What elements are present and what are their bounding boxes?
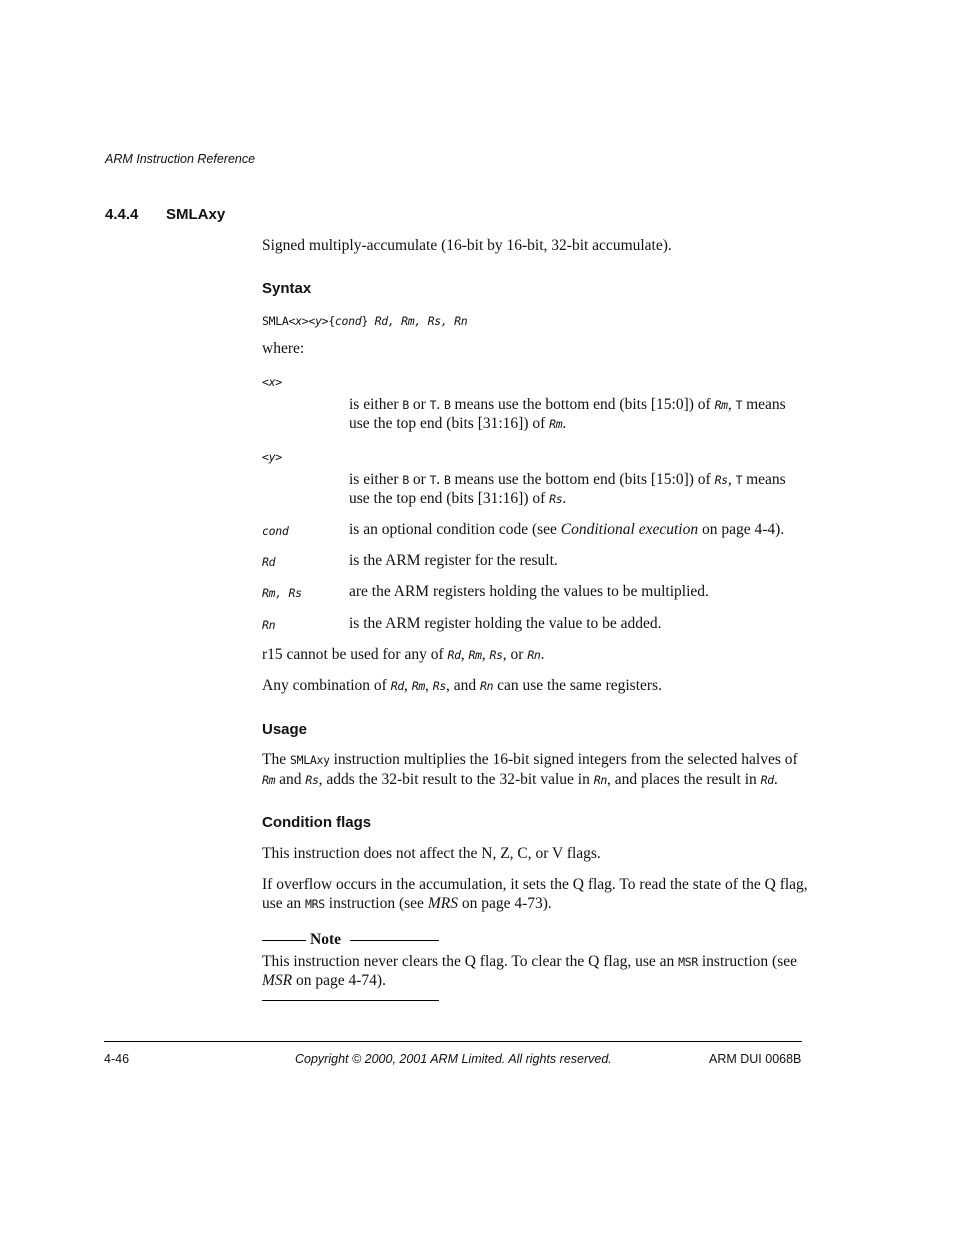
text: . — [436, 396, 445, 413]
bracket: > — [275, 375, 282, 389]
syntax-heading: Syntax — [262, 280, 312, 297]
text: , and places the result in — [606, 771, 761, 788]
text: , — [727, 396, 736, 413]
syntax-part: >< — [301, 314, 315, 328]
usage-line1 — [262, 751, 798, 769]
section-number: 4.4.4 — [105, 206, 139, 223]
param-rd-term: Rd — [262, 555, 276, 569]
where-label: where: — [262, 340, 305, 357]
text: use an — [262, 895, 306, 912]
text: on page 4-4). — [698, 521, 785, 538]
param-rd-desc: is the ARM register for the result. — [349, 552, 558, 569]
text: r15 cannot be used for any of — [262, 646, 448, 663]
param-cond-term: cond — [262, 524, 289, 538]
code: B — [444, 473, 451, 487]
bracket: < — [262, 450, 269, 464]
text: . — [562, 415, 567, 432]
running-header: ARM Instruction Reference — [105, 152, 256, 166]
document-id: ARM DUI 0068B — [709, 1052, 802, 1066]
page-number: 4-46 — [104, 1052, 130, 1066]
section-title: SMLAxy — [166, 206, 226, 223]
text: . — [773, 771, 778, 788]
text: or — [409, 396, 430, 413]
reg: Rd — [760, 773, 774, 787]
syntax-part: SMLA< — [262, 314, 296, 328]
text: , — [424, 677, 433, 694]
flags-paragraph-1: This instruction does not affect the N, Z, C, or V flags. — [262, 845, 601, 862]
syntax-part: >{ — [321, 314, 335, 328]
text: Any combination of — [262, 677, 391, 694]
syntax-y: y — [315, 314, 322, 328]
register-combination — [262, 677, 662, 695]
text: , — [481, 646, 490, 663]
code: T — [429, 398, 437, 412]
param-x-desc-line2 — [349, 415, 566, 433]
text: is either — [349, 471, 403, 488]
bracket: < — [262, 375, 269, 389]
flags-paragraph-2-line1: If overflow occurs in the accumulation, it sets the Q flag. To read the state of the Q flag, — [262, 876, 808, 893]
text: instruction (see — [698, 953, 798, 970]
code: B — [402, 398, 409, 412]
text: , or — [502, 646, 528, 663]
param-cond-desc — [349, 521, 784, 539]
syntax-x: x — [295, 314, 302, 328]
param-rn-term: Rn — [262, 618, 276, 632]
reg: Rm — [262, 773, 276, 787]
text: use the top end (bits [31:16]) of — [349, 415, 550, 432]
reg: Rn — [527, 648, 541, 662]
summary-text: Signed multiply-accumulate (16-bit by 16-bit, 32-bit accumulate). — [262, 237, 672, 254]
text: instruction multiplies the 16-bit signed integers from the selected halves of — [329, 751, 798, 768]
text: . — [436, 471, 445, 488]
param-y-desc-line2 — [349, 490, 566, 508]
reg: Rn — [593, 773, 607, 787]
code: T — [735, 398, 743, 412]
text: means use the bottom end (bits [15:0]) of — [450, 471, 715, 488]
code: T — [735, 473, 743, 487]
note-label: Note — [310, 931, 341, 948]
text: on page 4-73). — [457, 895, 552, 912]
reg: Rs — [489, 648, 503, 662]
text: can use the same registers. — [493, 677, 662, 694]
cross-reference-link[interactable]: Conditional execution — [560, 521, 699, 538]
reg: Rd — [390, 679, 404, 693]
term: y — [268, 450, 276, 464]
r15-restriction — [262, 646, 544, 664]
reg: Rm — [549, 417, 563, 431]
reg: Rm — [714, 398, 728, 412]
reg: Rm — [468, 648, 482, 662]
reg: Rs — [305, 773, 319, 787]
note-rule-left — [262, 940, 306, 941]
usage-heading: Usage — [262, 721, 308, 738]
text: use the top end (bits [31:16]) of — [349, 490, 550, 507]
note-rule-bottom — [262, 1000, 439, 1001]
text: is either — [349, 396, 403, 413]
code: B — [402, 473, 409, 487]
text: . — [562, 490, 567, 507]
note-line2 — [262, 972, 386, 990]
text: This instruction never clears the Q flag. To clear the Q flag, use an — [262, 953, 679, 970]
code: B — [444, 398, 451, 412]
reg: Rm — [411, 679, 425, 693]
reg: Rs — [714, 473, 728, 487]
note-line1 — [262, 953, 797, 971]
syntax-operands: Rd, Rm, Rs, Rn — [374, 314, 468, 328]
param-y-desc-line1 — [349, 471, 786, 489]
param-x-term — [262, 373, 282, 391]
flags-paragraph-2-line2 — [262, 895, 552, 913]
syntax-cond: cond — [334, 314, 362, 328]
copyright: Copyright © 2000, 2001 ARM Limited. All rights reserved. — [295, 1052, 612, 1066]
condition-flags-heading: Condition flags — [262, 814, 372, 831]
term: x — [268, 375, 276, 389]
reg: Rs — [549, 492, 563, 506]
text: means — [742, 471, 786, 488]
param-rn-desc: is the ARM register holding the value to be added. — [349, 615, 662, 632]
text: , — [727, 471, 736, 488]
code: MSR — [678, 955, 698, 969]
text: The — [262, 751, 290, 768]
reg: Rd — [447, 648, 461, 662]
param-y-term — [262, 448, 282, 466]
footer-rule — [104, 1041, 802, 1042]
text: or — [409, 471, 430, 488]
text: is an optional condition code (see — [349, 521, 561, 538]
syntax-part: } — [361, 314, 375, 328]
text: . — [540, 646, 545, 663]
usage-line2 — [262, 771, 778, 789]
code: T — [429, 473, 437, 487]
text: instruction (see — [324, 895, 428, 912]
text: , adds the 32-bit result to the 32-bit value in — [318, 771, 594, 788]
code: MRS — [305, 897, 325, 911]
reg: Rn — [479, 679, 494, 693]
param-rmrs-term: Rm, Rs — [262, 586, 302, 600]
syntax-line — [262, 312, 467, 330]
reg: Rs — [432, 679, 446, 693]
bracket: > — [275, 450, 282, 464]
note-rule-right — [350, 940, 439, 941]
text: , — [403, 677, 412, 694]
param-x-desc-line1 — [349, 396, 786, 414]
param-rmrs-desc: are the ARM registers holding the values to be multiplied. — [349, 583, 709, 600]
text: means use the bottom end (bits [15:0]) of — [450, 396, 715, 413]
text: means — [742, 396, 786, 413]
cross-reference-link[interactable]: MSR — [262, 972, 293, 989]
text: on page 4-74). — [292, 972, 386, 989]
cross-reference-link[interactable]: MRS — [427, 895, 458, 912]
code: SMLAxy — [289, 753, 330, 767]
text: , and — [445, 677, 480, 694]
text: , — [460, 646, 469, 663]
text: and — [275, 771, 306, 788]
